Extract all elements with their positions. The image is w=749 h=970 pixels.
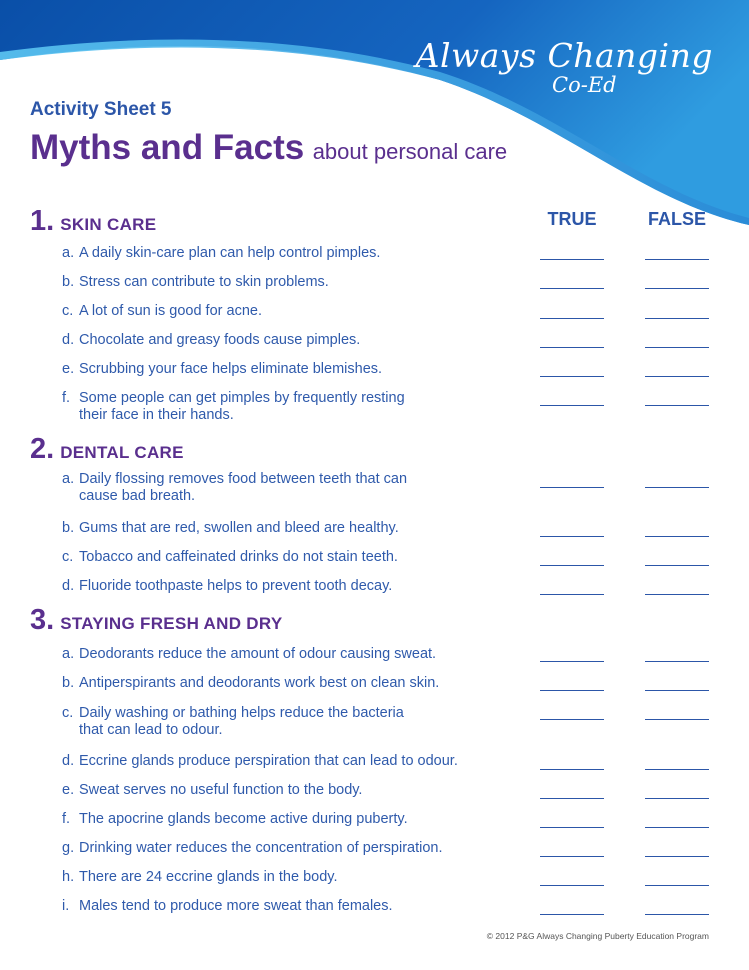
list-item: a. Deodorants reduce the amount of odour causing sweat. bbox=[62, 646, 437, 662]
column-header-false: FALSE bbox=[647, 209, 706, 229]
true-answer-blank[interactable] bbox=[540, 594, 604, 595]
false-answer-blank[interactable] bbox=[645, 594, 709, 595]
page-title bbox=[30, 128, 507, 168]
false-answer-blank[interactable] bbox=[645, 856, 709, 857]
list-item: c. Tobacco and caffeinated drinks do not stain teeth. bbox=[62, 549, 398, 565]
false-answer-blank[interactable] bbox=[645, 719, 709, 720]
list-item: f. Some people can get pimples by frequently resting their face in their hands. bbox=[62, 390, 405, 423]
always-changing-logo bbox=[416, 38, 713, 96]
false-answer-blank[interactable] bbox=[645, 536, 709, 537]
list-item: d. Eccrine glands produce perspiration that can lead to odour. bbox=[62, 753, 458, 769]
false-answer-blank[interactable] bbox=[645, 487, 709, 488]
list-item: h. There are 24 eccrine glands in the body. bbox=[62, 869, 338, 885]
section-staying-fresh-and-dry bbox=[30, 604, 282, 637]
list-item: d. Chocolate and greasy foods cause pimples. bbox=[62, 332, 361, 348]
true-answer-blank[interactable] bbox=[540, 690, 604, 691]
false-answer-blank[interactable] bbox=[645, 288, 709, 289]
false-answer-blank[interactable] bbox=[645, 885, 709, 886]
true-answer-blank[interactable] bbox=[540, 487, 604, 488]
section-title: SKIN CARE bbox=[60, 215, 157, 234]
section-title: DENTAL CARE bbox=[60, 443, 184, 462]
list-item: b. Antiperspirants and deodorants work best on clean skin. bbox=[62, 675, 440, 691]
false-answer-blank[interactable] bbox=[645, 827, 709, 828]
false-answer-blank[interactable] bbox=[645, 661, 709, 662]
false-answer-blank[interactable] bbox=[645, 347, 709, 348]
true-answer-blank[interactable] bbox=[540, 856, 604, 857]
list-item: i. Males tend to produce more sweat than females. bbox=[62, 898, 393, 914]
false-answer-blank[interactable] bbox=[645, 318, 709, 319]
section-title: STAYING FRESH AND DRY bbox=[60, 614, 283, 633]
section-number: 1. bbox=[30, 205, 55, 237]
true-answer-blank[interactable] bbox=[540, 565, 604, 566]
list-item: a. A daily skin-care plan can help control pimples. bbox=[62, 245, 381, 261]
list-item: e. Sweat serves no useful function to the body. bbox=[62, 782, 363, 798]
title-main: Myths and Facts bbox=[30, 128, 305, 167]
true-answer-blank[interactable] bbox=[540, 798, 604, 799]
true-answer-blank[interactable] bbox=[540, 259, 604, 260]
false-answer-blank[interactable] bbox=[645, 565, 709, 566]
false-answer-blank[interactable] bbox=[645, 914, 709, 915]
list-item: f. The apocrine glands become active during puberty. bbox=[62, 811, 408, 827]
false-answer-blank[interactable] bbox=[645, 769, 709, 770]
activity-sheet-label: Activity Sheet 5 bbox=[30, 99, 172, 120]
true-answer-blank[interactable] bbox=[540, 376, 604, 377]
true-answer-blank[interactable] bbox=[540, 536, 604, 537]
true-answer-blank[interactable] bbox=[540, 827, 604, 828]
false-answer-blank[interactable] bbox=[645, 405, 709, 406]
section-number: 3. bbox=[30, 604, 55, 636]
true-answer-blank[interactable] bbox=[540, 719, 604, 720]
logo-line2: Co-Ed bbox=[552, 73, 617, 97]
section-skin-care bbox=[30, 205, 156, 238]
true-answer-blank[interactable] bbox=[540, 288, 604, 289]
true-answer-blank[interactable] bbox=[540, 914, 604, 915]
section-number: 2. bbox=[30, 433, 55, 465]
true-answer-blank[interactable] bbox=[540, 661, 604, 662]
true-answer-blank[interactable] bbox=[540, 885, 604, 886]
list-item: d. Fluoride toothpaste helps to prevent tooth decay. bbox=[62, 578, 393, 594]
false-answer-blank[interactable] bbox=[645, 259, 709, 260]
column-header-true: TRUE bbox=[547, 209, 597, 229]
list-item: b. Gums that are red, swollen and bleed are healthy. bbox=[62, 520, 399, 536]
true-answer-blank[interactable] bbox=[540, 769, 604, 770]
false-answer-blank[interactable] bbox=[645, 690, 709, 691]
list-item: c. A lot of sun is good for acne. bbox=[62, 303, 262, 319]
true-answer-blank[interactable] bbox=[540, 405, 604, 406]
logo-line1: Always Changing bbox=[415, 36, 713, 75]
false-answer-blank[interactable] bbox=[645, 376, 709, 377]
section-dental-care bbox=[30, 433, 184, 466]
title-sub: about personal care bbox=[312, 139, 508, 164]
list-item: e. Scrubbing your face helps eliminate blemishes. bbox=[62, 361, 383, 377]
false-answer-blank[interactable] bbox=[645, 798, 709, 799]
list-item: c. Daily washing or bathing helps reduce the bacteria that can lead to odour. bbox=[62, 705, 404, 738]
true-answer-blank[interactable] bbox=[540, 318, 604, 319]
list-item: b. Stress can contribute to skin problems. bbox=[62, 274, 329, 290]
true-answer-blank[interactable] bbox=[540, 347, 604, 348]
list-item: a. Daily flossing removes food between teeth that can cause bad breath. bbox=[62, 471, 408, 504]
copyright-footer: © 2012 P&G Always Changing Puberty Education Program bbox=[486, 931, 709, 941]
list-item: g. Drinking water reduces the concentration of perspiration. bbox=[62, 840, 443, 856]
